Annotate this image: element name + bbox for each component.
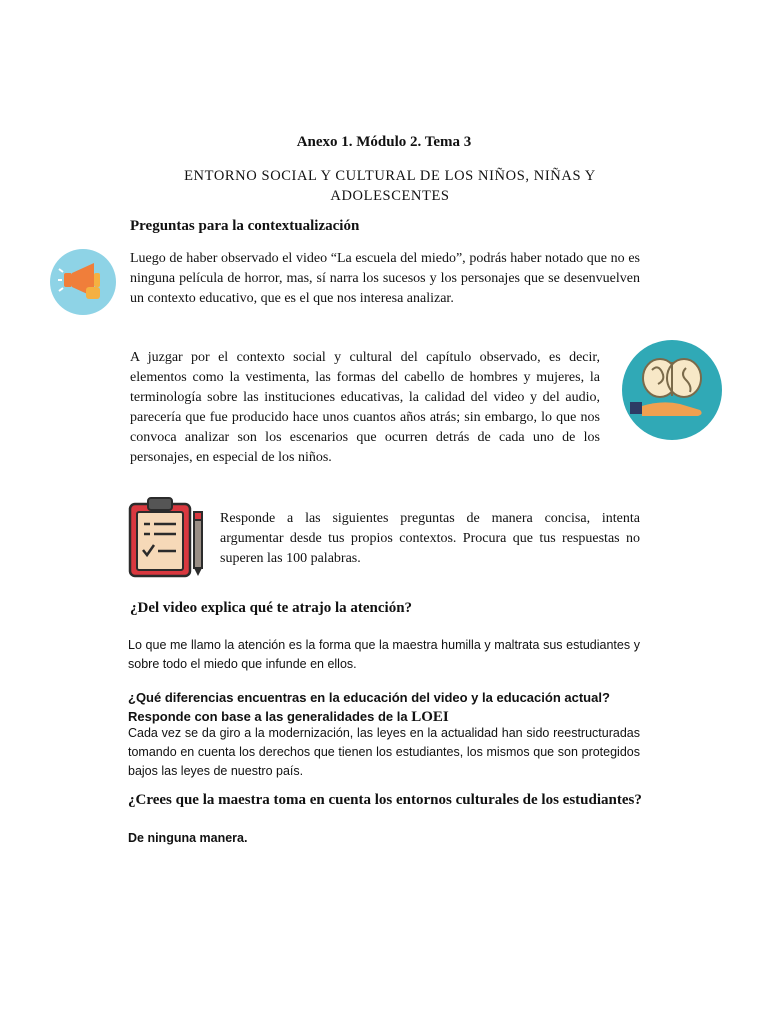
clipboard-icon (126, 494, 208, 578)
question-2-line-1: ¿Qué diferencias encuentras en la educación del video y la educación actual? (128, 690, 610, 705)
question-3: ¿Crees que la maestra toma en cuenta los entornos culturales de los estudiantes? (128, 792, 642, 808)
question-2-line-2-text: Responde con base a las generalidades de la (128, 709, 408, 724)
context-paragraph: A juzgar por el contexto social y cultural del capítulo observado, es decir, elementos como la vestimenta, las formas del cabello de hombres y mujeres, la terminología sobre las instituciones educativas, la calidad del video y del audio, parecería que fue producido hace unos cuantos años atrás; sin embargo, lo que nos convoca analizar son los escenarios que ocurren detrás de cada uno de los personajes, en especial de los niños. (130, 350, 600, 465)
answer-3: De ninguna manera. (128, 831, 248, 845)
title-line-2: ADOLESCENTES (330, 188, 450, 204)
question-2-loei: LOEI (411, 709, 449, 725)
document-title (160, 166, 620, 206)
section-subheading: Preguntas para la contextualización (130, 218, 360, 234)
instructions-paragraph: Responde a las siguientes preguntas de manera concisa, intenta argumentar desde tus propios contextos. Procura que tus respuestas no superen las 100 palabras. (220, 511, 640, 566)
answer-1: Lo que me llamo la atención es la forma que la maestra humilla y maltrata sus estudiantes y sobre todo el miedo que infunde en ellos. (128, 638, 640, 671)
title-line-1: ENTORNO SOCIAL Y CULTURAL DE LOS NIÑOS, NIÑAS Y (184, 168, 596, 184)
intro-paragraph: Luego de haber observado el video “La escuela del miedo”, podrás haber notado que no es ninguna película de horror, mas, sí narra los sucesos y los personajes que se desenvuelven un contexto educativo, que es el que nos interesa analizar. (130, 251, 640, 306)
brain-icon (622, 340, 722, 440)
annex-heading: Anexo 1. Módulo 2. Tema 3 (296, 134, 472, 150)
megaphone-icon (50, 249, 116, 315)
answer-2: Cada vez se da giro a la modernización, las leyes en la actualidad han sido reestructuradas tomando en cuenta los derechos que tienen los estudiantes, los mismos que son protegidos bajos las leyes de nuestro país. (128, 726, 640, 778)
question-1: ¿Del video explica qué te atrajo la atención? (130, 600, 413, 616)
question-2 (128, 688, 648, 727)
